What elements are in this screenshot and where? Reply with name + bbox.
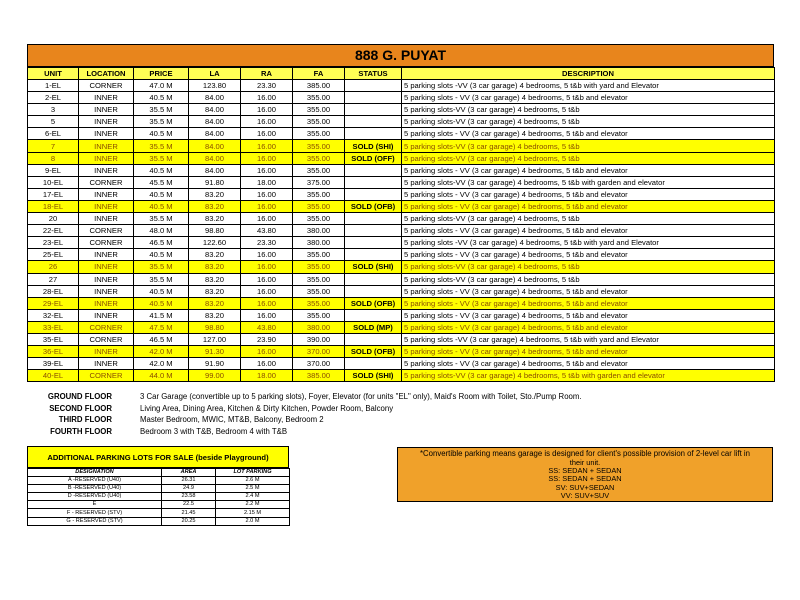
cell-ra: 16.00 <box>241 249 293 261</box>
table-row <box>28 80 775 92</box>
cell-price: 42.0 M <box>134 358 189 370</box>
table-row <box>28 273 775 285</box>
cell-status <box>345 285 402 297</box>
cell-ra: 43.80 <box>241 225 293 237</box>
cell-unit: 27 <box>28 273 79 285</box>
cell-ra: 16.00 <box>241 164 293 176</box>
cell-ra: 16.00 <box>241 152 293 164</box>
cell-status <box>345 309 402 321</box>
cell-status <box>345 225 402 237</box>
table-row <box>28 188 775 200</box>
table-row <box>28 164 775 176</box>
cell-description: 5 parking slots - VV (3 car garage) 4 bedrooms, 5 t&b and elevator <box>402 346 775 358</box>
col-description: DESCRIPTION <box>402 68 775 80</box>
cell-fa: 355.00 <box>293 297 345 309</box>
cell-unit: 20 <box>28 213 79 225</box>
cell-ra: 16.00 <box>241 200 293 212</box>
cell-unit: 2-EL <box>28 92 79 104</box>
cell-ra: 43.80 <box>241 321 293 333</box>
cell-status <box>345 358 402 370</box>
note-line: *Convertible parking means garage is designed for client's possible provision of 2-level car lift in <box>420 449 750 458</box>
table-row <box>28 128 775 140</box>
cell-status <box>345 213 402 225</box>
cell-fa: 355.00 <box>293 152 345 164</box>
cell-la: 83.20 <box>189 188 241 200</box>
cell-ra: 23.30 <box>241 80 293 92</box>
cell-location: INNER <box>79 164 134 176</box>
cell-unit: 10-EL <box>28 176 79 188</box>
cell-la: 84.00 <box>189 92 241 104</box>
cell-unit: 28-EL <box>28 285 79 297</box>
cell-ra: 16.00 <box>241 188 293 200</box>
cell-location: CORNER <box>79 333 134 345</box>
cell-ra: 16.00 <box>241 309 293 321</box>
floor-row <box>40 426 582 438</box>
cell-status: SOLD (MP) <box>345 321 402 333</box>
cell-fa: 385.00 <box>293 370 345 382</box>
cell-description: 5 parking slots-VV (3 car garage) 4 bedrooms, 5 t&b <box>402 261 775 273</box>
cell-price: 46.5 M <box>134 333 189 345</box>
cell-unit: 5 <box>28 116 79 128</box>
cell-description: 5 parking slots - VV (3 car garage) 4 bedrooms, 5 t&b and elevator <box>402 321 775 333</box>
cell-description: 5 parking slots-VV (3 car garage) 4 bedrooms, 5 t&b <box>402 104 775 116</box>
cell-designation: E <box>28 501 162 509</box>
cell-fa: 390.00 <box>293 333 345 345</box>
cell-la: 91.80 <box>189 176 241 188</box>
cell-unit: 6-EL <box>28 128 79 140</box>
cell-unit: 29-EL <box>28 297 79 309</box>
cell-description: 5 parking slots-VV (3 car garage) 4 bedrooms, 5 t&b <box>402 273 775 285</box>
cell-location: CORNER <box>79 80 134 92</box>
floor-descriptions <box>40 391 582 437</box>
cell-fa: 355.00 <box>293 164 345 176</box>
cell-price: 40.5 M <box>134 297 189 309</box>
floor-row <box>40 391 582 403</box>
cell-ra: 16.00 <box>241 285 293 297</box>
cell-price: 40.5 M <box>134 164 189 176</box>
note-line: VV: SUV+SUV <box>560 490 610 500</box>
cell-la: 91.30 <box>189 346 241 358</box>
cell-unit: 23-EL <box>28 237 79 249</box>
cell-price: 46.5 M <box>134 237 189 249</box>
table-row <box>28 225 775 237</box>
cell-la: 98.80 <box>189 225 241 237</box>
cell-lot-parking: 2.4 M <box>216 493 290 501</box>
cell-location: INNER <box>79 116 134 128</box>
units-table-header <box>28 68 775 80</box>
cell-fa: 355.00 <box>293 200 345 212</box>
table-row <box>28 104 775 116</box>
floor-label: THIRD FLOOR <box>58 415 112 424</box>
cell-status <box>345 188 402 200</box>
inventory-sheet <box>27 44 774 382</box>
cell-ra: 16.00 <box>241 128 293 140</box>
cell-lot-parking: 2.6 M <box>216 477 290 485</box>
floor-value: 3 Car Garage (convertible up to 5 parking slots), Foyer, Elevator (for units "EL" only), Maid's Room with Toilet, Sto./Pump Room. <box>140 392 582 401</box>
cell-la: 84.00 <box>189 128 241 140</box>
table-row <box>28 249 775 261</box>
cell-location: INNER <box>79 140 134 152</box>
cell-fa: 380.00 <box>293 225 345 237</box>
cell-ra: 16.00 <box>241 92 293 104</box>
cell-price: 40.5 M <box>134 128 189 140</box>
cell-area: 23.58 <box>162 493 216 501</box>
cell-description: 5 parking slots-VV (3 car garage) 4 bedrooms, 5 t&b <box>402 140 775 152</box>
cell-lot-parking: 2.5 M <box>216 485 290 493</box>
cell-price: 48.0 M <box>134 225 189 237</box>
cell-location: CORNER <box>79 225 134 237</box>
cell-ra: 16.00 <box>241 297 293 309</box>
floor-row <box>40 403 582 415</box>
parking-row <box>28 517 290 525</box>
cell-price: 40.5 M <box>134 188 189 200</box>
cell-unit: 3 <box>28 104 79 116</box>
cell-price: 40.5 M <box>134 249 189 261</box>
parking-row <box>28 477 290 485</box>
table-row <box>28 285 775 297</box>
cell-description: 5 parking slots - VV (3 car garage) 4 bedrooms, 5 t&b and elevator <box>402 358 775 370</box>
floor-label: GROUND FLOOR <box>47 392 112 401</box>
table-row <box>28 140 775 152</box>
cell-description: 5 parking slots - VV (3 car garage) 4 bedrooms, 5 t&b and elevator <box>402 309 775 321</box>
cell-fa: 355.00 <box>293 309 345 321</box>
cell-designation: A -RESERVED (U40) <box>28 477 162 485</box>
table-row <box>28 358 775 370</box>
parking-lots-section <box>27 446 289 526</box>
cell-la: 123.80 <box>189 80 241 92</box>
cell-description: 5 parking slots - VV (3 car garage) 4 bedrooms, 5 t&b and elevator <box>402 225 775 237</box>
cell-fa: 355.00 <box>293 188 345 200</box>
cell-fa: 370.00 <box>293 358 345 370</box>
col-ra: RA <box>241 68 293 80</box>
cell-unit: 22-EL <box>28 225 79 237</box>
cell-unit: 9-EL <box>28 164 79 176</box>
table-row <box>28 333 775 345</box>
cell-la: 84.00 <box>189 152 241 164</box>
cell-price: 35.5 M <box>134 140 189 152</box>
cell-area: 26.31 <box>162 477 216 485</box>
cell-la: 83.20 <box>189 297 241 309</box>
cell-ra: 23.90 <box>241 333 293 345</box>
cell-la: 99.00 <box>189 370 241 382</box>
note-line: SS: SEDAN + SEDAN <box>548 474 622 484</box>
cell-la: 122.60 <box>189 237 241 249</box>
cell-status <box>345 176 402 188</box>
cell-la: 83.20 <box>189 213 241 225</box>
cell-fa: 355.00 <box>293 104 345 116</box>
cell-fa: 355.00 <box>293 128 345 140</box>
cell-fa: 385.00 <box>293 80 345 92</box>
cell-fa: 355.00 <box>293 285 345 297</box>
table-row <box>28 152 775 164</box>
floor-value: Living Area, Dining Area, Kitchen & Dirty Kitchen, Powder Room, Balcony <box>140 403 394 413</box>
page-title: 888 G. PUYAT <box>27 44 774 67</box>
cell-location: CORNER <box>79 321 134 333</box>
cell-status: SOLD (SHI) <box>345 370 402 382</box>
cell-lot-parking: 2.15 M <box>216 509 290 517</box>
cell-fa: 380.00 <box>293 321 345 333</box>
cell-location: INNER <box>79 249 134 261</box>
cell-status <box>345 104 402 116</box>
cell-status: SOLD (OFB) <box>345 346 402 358</box>
cell-designation: B -RESERVED (U40) <box>28 485 162 493</box>
cell-description: 5 parking slots -VV (3 car garage) 4 bedrooms, 5 t&b with yard and Elevator <box>402 237 775 249</box>
cell-ra: 18.00 <box>241 370 293 382</box>
cell-la: 83.20 <box>189 309 241 321</box>
cell-fa: 355.00 <box>293 249 345 261</box>
cell-description: 5 parking slots - VV (3 car garage) 4 bedrooms, 5 t&b and elevator <box>402 297 775 309</box>
cell-description: 5 parking slots-VV (3 car garage) 4 bedrooms, 5 t&b with garden and elevator <box>402 370 775 382</box>
table-row <box>28 116 775 128</box>
cell-la: 83.20 <box>189 249 241 261</box>
cell-unit: 33-EL <box>28 321 79 333</box>
cell-la: 84.00 <box>189 116 241 128</box>
cell-location: CORNER <box>79 370 134 382</box>
floor-label: FOURTH FLOOR <box>50 426 112 436</box>
cell-area: 20.25 <box>162 517 216 525</box>
cell-unit: 32-EL <box>28 309 79 321</box>
cell-price: 40.5 M <box>134 92 189 104</box>
cell-description: 5 parking slots - VV (3 car garage) 4 bedrooms, 5 t&b and elevator <box>402 200 775 212</box>
cell-status: SOLD (SHI) <box>345 140 402 152</box>
cell-la: 84.00 <box>189 140 241 152</box>
cell-status <box>345 237 402 249</box>
cell-status <box>345 128 402 140</box>
cell-status <box>345 80 402 92</box>
col-fa: FA <box>293 68 345 80</box>
cell-description: 5 parking slots - VV (3 car garage) 4 bedrooms, 5 t&b and elevator <box>402 164 775 176</box>
note-line: their unit. <box>569 458 601 467</box>
cell-la: 84.00 <box>189 104 241 116</box>
table-row <box>28 321 775 333</box>
floor-value: Master Bedroom, MWIC, MT&B, Balcony, Bedroom 2 <box>140 415 324 424</box>
parking-table <box>27 468 290 526</box>
cell-la: 83.20 <box>189 200 241 212</box>
table-row <box>28 92 775 104</box>
cell-fa: 380.00 <box>293 237 345 249</box>
cell-location: CORNER <box>79 237 134 249</box>
cell-status <box>345 273 402 285</box>
cell-fa: 355.00 <box>293 213 345 225</box>
floor-row <box>40 414 582 426</box>
cell-status <box>345 116 402 128</box>
cell-price: 35.5 M <box>134 104 189 116</box>
table-row <box>28 309 775 321</box>
cell-designation: G - RESERVED (STV) <box>28 517 162 525</box>
cell-ra: 23.30 <box>241 237 293 249</box>
cell-location: INNER <box>79 200 134 212</box>
cell-lot-parking: 2.2 M <box>216 501 290 509</box>
table-row <box>28 297 775 309</box>
cell-description: 5 parking slots - VV (3 car garage) 4 bedrooms, 5 t&b and elevator <box>402 128 775 140</box>
cell-location: INNER <box>79 297 134 309</box>
cell-fa: 355.00 <box>293 273 345 285</box>
cell-description: 5 parking slots - VV (3 car garage) 4 bedrooms, 5 t&b and elevator <box>402 188 775 200</box>
table-row <box>28 237 775 249</box>
cell-price: 35.5 M <box>134 273 189 285</box>
col-lot-parking: LOT PARKING <box>216 469 290 477</box>
col-status: STATUS <box>345 68 402 80</box>
cell-location: INNER <box>79 285 134 297</box>
table-row <box>28 346 775 358</box>
table-row <box>28 261 775 273</box>
cell-location: INNER <box>79 188 134 200</box>
cell-ra: 18.00 <box>241 176 293 188</box>
cell-unit: 17-EL <box>28 188 79 200</box>
parking-row <box>28 501 290 509</box>
cell-unit: 36-EL <box>28 346 79 358</box>
cell-description: 5 parking slots - VV (3 car garage) 4 bedrooms, 5 t&b and elevator <box>402 249 775 261</box>
cell-description: 5 parking slots-VV (3 car garage) 4 bedrooms, 5 t&b <box>402 116 775 128</box>
cell-status <box>345 249 402 261</box>
cell-ra: 16.00 <box>241 346 293 358</box>
cell-area: 24.9 <box>162 485 216 493</box>
parking-row <box>28 485 290 493</box>
cell-price: 35.5 M <box>134 213 189 225</box>
cell-fa: 370.00 <box>293 346 345 358</box>
cell-unit: 18-EL <box>28 200 79 212</box>
col-location: LOCATION <box>79 68 134 80</box>
cell-designation: D -RESERVED (U40) <box>28 493 162 501</box>
cell-price: 40.5 M <box>134 200 189 212</box>
cell-location: INNER <box>79 358 134 370</box>
cell-ra: 16.00 <box>241 104 293 116</box>
cell-price: 35.5 M <box>134 261 189 273</box>
cell-status: SOLD (SHI) <box>345 261 402 273</box>
cell-area: 22.5 <box>162 501 216 509</box>
table-row <box>28 213 775 225</box>
table-row <box>28 200 775 212</box>
cell-la: 83.20 <box>189 261 241 273</box>
cell-la: 127.00 <box>189 333 241 345</box>
cell-ra: 16.00 <box>241 140 293 152</box>
cell-unit: 26 <box>28 261 79 273</box>
cell-unit: 1-EL <box>28 80 79 92</box>
cell-price: 35.5 M <box>134 116 189 128</box>
cell-price: 41.5 M <box>134 309 189 321</box>
cell-ra: 16.00 <box>241 273 293 285</box>
parking-row <box>28 509 290 517</box>
cell-status: SOLD (OFB) <box>345 297 402 309</box>
cell-price: 47.5 M <box>134 321 189 333</box>
cell-location: CORNER <box>79 176 134 188</box>
cell-ra: 16.00 <box>241 213 293 225</box>
cell-fa: 355.00 <box>293 140 345 152</box>
cell-la: 83.20 <box>189 285 241 297</box>
cell-status <box>345 164 402 176</box>
col-la: LA <box>189 68 241 80</box>
col-designation: DESIGNATION <box>28 469 162 477</box>
cell-location: INNER <box>79 104 134 116</box>
floor-label: SECOND FLOOR <box>49 403 112 413</box>
cell-location: INNER <box>79 261 134 273</box>
cell-unit: 40-EL <box>28 370 79 382</box>
col-price: PRICE <box>134 68 189 80</box>
cell-unit: 25-EL <box>28 249 79 261</box>
cell-price: 42.0 M <box>134 346 189 358</box>
cell-price: 44.0 M <box>134 370 189 382</box>
col-unit: UNIT <box>28 68 79 80</box>
note-line: SS: SEDAN + SEDAN <box>548 466 622 476</box>
cell-location: INNER <box>79 92 134 104</box>
cell-price: 35.5 M <box>134 152 189 164</box>
cell-status <box>345 333 402 345</box>
cell-unit: 7 <box>28 140 79 152</box>
cell-location: INNER <box>79 213 134 225</box>
cell-ra: 16.00 <box>241 116 293 128</box>
cell-status <box>345 92 402 104</box>
cell-la: 83.20 <box>189 273 241 285</box>
cell-description: 5 parking slots - VV (3 car garage) 4 bedrooms, 5 t&b and elevator <box>402 92 775 104</box>
cell-la: 84.00 <box>189 164 241 176</box>
cell-la: 91.90 <box>189 358 241 370</box>
cell-description: 5 parking slots-VV (3 car garage) 4 bedrooms, 5 t&b with garden and elevator <box>402 176 775 188</box>
parking-table-header <box>28 469 290 477</box>
cell-location: INNER <box>79 309 134 321</box>
cell-price: 47.0 M <box>134 80 189 92</box>
cell-status: SOLD (OFB) <box>345 200 402 212</box>
cell-description: 5 parking slots -VV (3 car garage) 4 bedrooms, 5 t&b with yard and Elevator <box>402 333 775 345</box>
convertible-parking-note <box>397 447 773 502</box>
table-row <box>28 176 775 188</box>
cell-fa: 355.00 <box>293 92 345 104</box>
cell-location: INNER <box>79 346 134 358</box>
cell-fa: 355.00 <box>293 261 345 273</box>
units-table <box>27 67 775 382</box>
cell-price: 45.5 M <box>134 176 189 188</box>
cell-status: SOLD (OFF) <box>345 152 402 164</box>
cell-lot-parking: 2.0 M <box>216 517 290 525</box>
parking-row <box>28 493 290 501</box>
cell-designation: F - RESERVED (STV) <box>28 509 162 517</box>
cell-description: 5 parking slots -VV (3 car garage) 4 bedrooms, 5 t&b with yard and Elevator <box>402 80 775 92</box>
cell-location: INNER <box>79 128 134 140</box>
parking-title: ADDITIONAL PARKING LOTS FOR SALE (beside Playground) <box>27 446 289 468</box>
cell-la: 98.80 <box>189 321 241 333</box>
cell-ra: 16.00 <box>241 261 293 273</box>
cell-ra: 16.00 <box>241 358 293 370</box>
col-area: AREA <box>162 469 216 477</box>
table-row <box>28 370 775 382</box>
floor-value: Bedroom 3 with T&B, Bedroom 4 with T&B <box>140 426 288 436</box>
cell-unit: 8 <box>28 152 79 164</box>
note-line: SV: SUV+SEDAN <box>555 482 615 492</box>
cell-location: INNER <box>79 273 134 285</box>
cell-fa: 355.00 <box>293 116 345 128</box>
cell-location: INNER <box>79 152 134 164</box>
cell-fa: 375.00 <box>293 176 345 188</box>
cell-description: 5 parking slots - VV (3 car garage) 4 bedrooms, 5 t&b and elevator <box>402 285 775 297</box>
cell-unit: 35-EL <box>28 333 79 345</box>
cell-area: 21.45 <box>162 509 216 517</box>
cell-description: 5 parking slots-VV (3 car garage) 4 bedrooms, 5 t&b <box>402 213 775 225</box>
cell-price: 40.5 M <box>134 285 189 297</box>
cell-description: 5 parking slots-VV (3 car garage) 4 bedrooms, 5 t&b <box>402 152 775 164</box>
cell-unit: 39-EL <box>28 358 79 370</box>
